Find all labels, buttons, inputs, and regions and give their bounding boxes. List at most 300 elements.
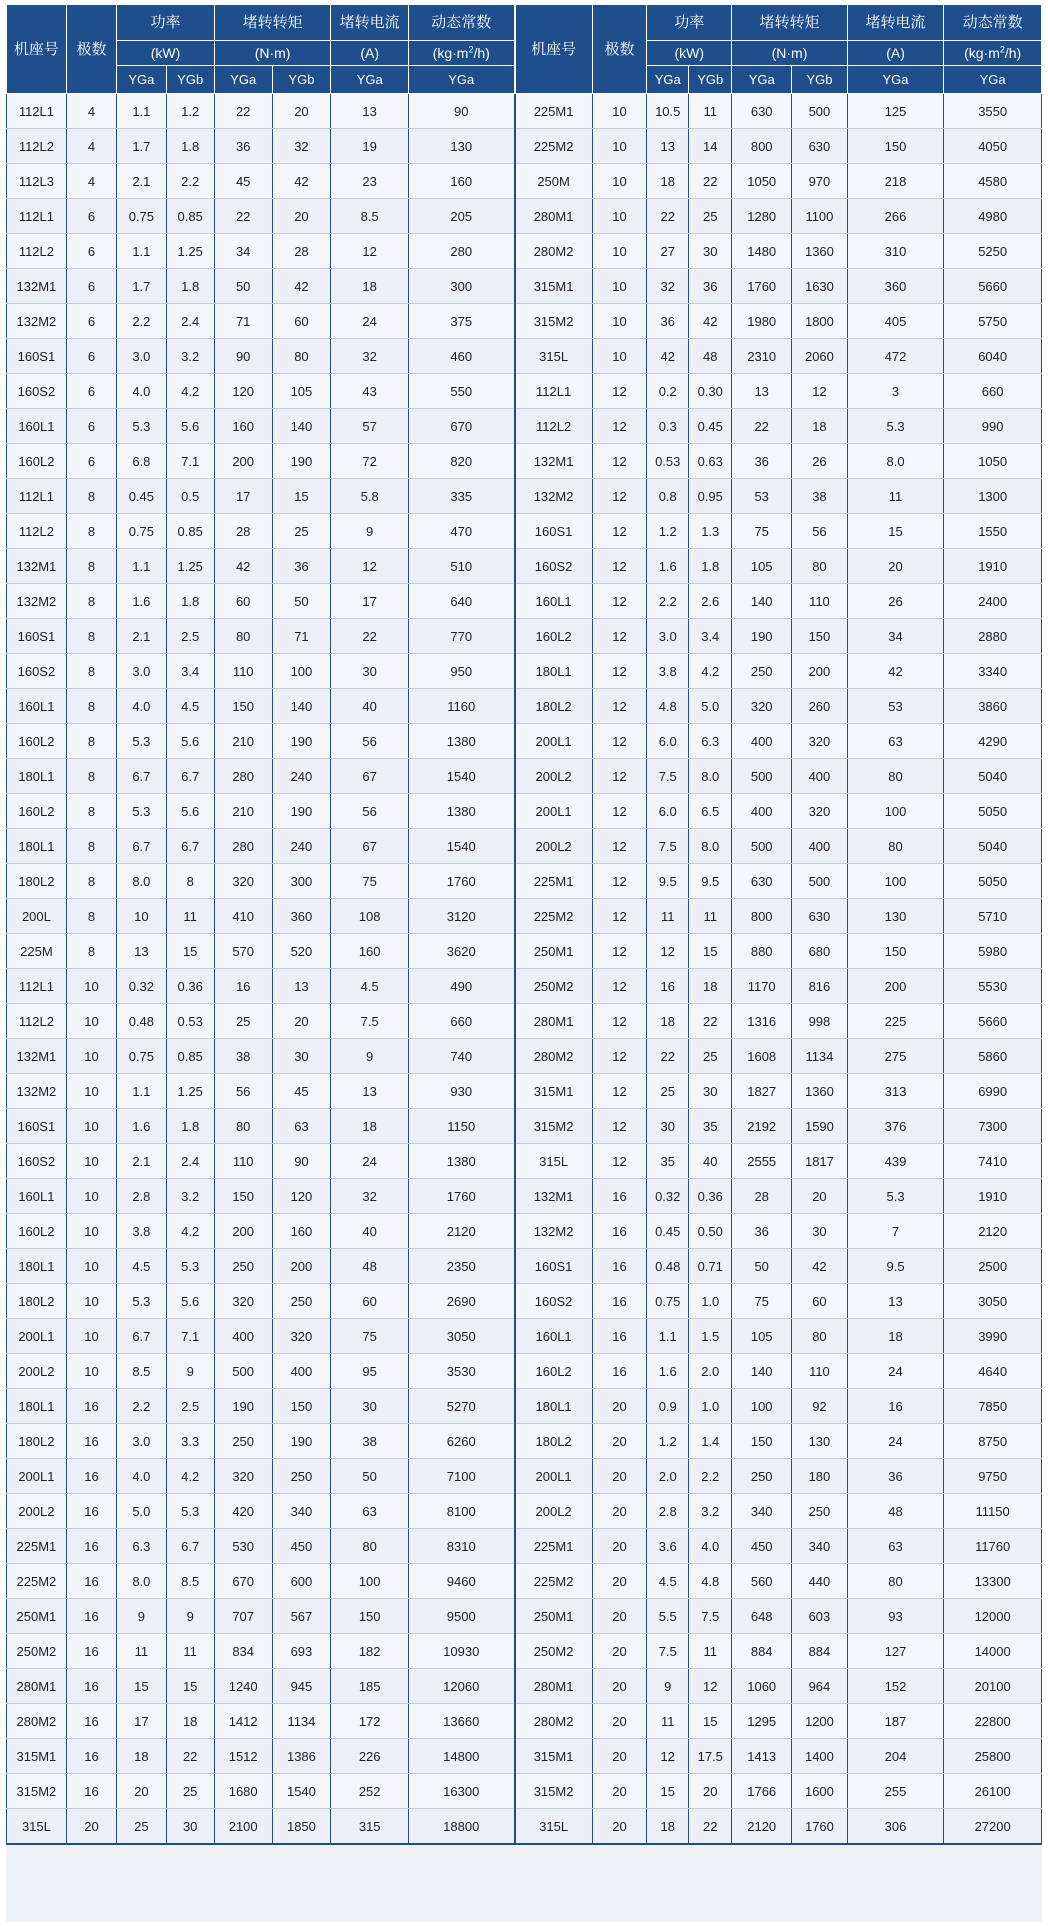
right-current-yga-cell: 48 xyxy=(847,1494,944,1529)
left-torque-yga-cell: 17 xyxy=(214,479,272,514)
right-poles-cell: 10 xyxy=(592,199,647,234)
right-poles-cell: 12 xyxy=(592,934,647,969)
right-power-ygb-cell: 25 xyxy=(689,1039,732,1074)
left-power-ygb-cell: 9 xyxy=(166,1354,214,1389)
left-current-yga-cell: 8.5 xyxy=(331,199,409,234)
table-row xyxy=(7,1214,1042,1249)
right-torque-ygb-cell: 998 xyxy=(792,1004,848,1039)
table-row xyxy=(7,829,1042,864)
right-torque-yga-cell: 2120 xyxy=(732,1809,792,1845)
left-power-ygb-cell: 11 xyxy=(166,1634,214,1669)
left-dynamic-yga-cell: 740 xyxy=(409,1039,515,1074)
right-dynamic-yga-cell: 1050 xyxy=(944,444,1042,479)
right-power-ygb-cell: 1.8 xyxy=(689,549,732,584)
left-frame-cell: 112L2 xyxy=(7,514,67,549)
left-power-yga-cell: 2.1 xyxy=(117,619,166,654)
right-frame-cell: 160L2 xyxy=(515,619,593,654)
right-power-yga-cell: 11 xyxy=(647,899,689,934)
left-dynamic-yga-cell: 950 xyxy=(409,654,515,689)
left-current-yga-cell: 40 xyxy=(331,1214,409,1249)
left-torque-yga-cell: 71 xyxy=(214,304,272,339)
right-torque-yga-cell: 340 xyxy=(732,1494,792,1529)
right-poles-cell: 12 xyxy=(592,969,647,1004)
left-poles-cell: 16 xyxy=(66,1424,116,1459)
left-poles-cell: 6 xyxy=(66,304,116,339)
right-current-yga-cell: 127 xyxy=(847,1634,944,1669)
right-power-yga-cell: 18 xyxy=(647,1809,689,1845)
right-torque-ygb-cell: 56 xyxy=(792,514,848,549)
left-torque-ygb-cell: 1850 xyxy=(272,1809,331,1845)
right-torque-yga-cell: 75 xyxy=(732,514,792,549)
right-torque-ygb-cell: 130 xyxy=(792,1424,848,1459)
right-torque-yga-cell: 22 xyxy=(732,409,792,444)
left-torque-yga-cell: 36 xyxy=(214,129,272,164)
right-frame-cell: 180L1 xyxy=(515,1389,593,1424)
left-dynamic-yga-cell: 205 xyxy=(409,199,515,234)
left-power-ygb-cell: 5.6 xyxy=(166,1284,214,1319)
left-power-yga-cell: 2.8 xyxy=(117,1179,166,1214)
right-poles-cell: 12 xyxy=(592,514,647,549)
right-torque-ygb-cell: 80 xyxy=(792,549,848,584)
col-poles-header-right: 极数 xyxy=(592,5,647,94)
left-poles-cell: 10 xyxy=(66,969,116,1004)
sub-yga-power-right: YGa xyxy=(647,66,689,94)
left-power-ygb-cell: 22 xyxy=(166,1739,214,1774)
right-torque-ygb-cell: 110 xyxy=(792,1354,848,1389)
right-dynamic-yga-cell: 8750 xyxy=(944,1424,1042,1459)
right-torque-yga-cell: 630 xyxy=(732,864,792,899)
right-poles-cell: 20 xyxy=(592,1424,647,1459)
left-power-yga-cell: 1.6 xyxy=(117,1109,166,1144)
left-power-ygb-cell: 0.85 xyxy=(166,199,214,234)
motor-spec-table xyxy=(6,4,1042,1845)
right-torque-ygb-cell: 320 xyxy=(792,794,848,829)
left-dynamic-yga-cell: 5270 xyxy=(409,1389,515,1424)
table-row xyxy=(7,199,1042,234)
left-torque-yga-cell: 834 xyxy=(214,1634,272,1669)
left-power-ygb-cell: 0.5 xyxy=(166,479,214,514)
right-torque-ygb-cell: 30 xyxy=(792,1214,848,1249)
left-power-yga-cell: 0.32 xyxy=(117,969,166,1004)
right-current-yga-cell: 472 xyxy=(847,339,944,374)
right-current-yga-cell: 42 xyxy=(847,654,944,689)
left-current-yga-cell: 95 xyxy=(331,1354,409,1389)
left-frame-cell: 180L2 xyxy=(7,1424,67,1459)
right-torque-ygb-cell: 1590 xyxy=(792,1109,848,1144)
left-torque-ygb-cell: 567 xyxy=(272,1599,331,1634)
spec-sheet xyxy=(6,4,1042,1922)
right-power-yga-cell: 11 xyxy=(647,1704,689,1739)
right-poles-cell: 10 xyxy=(592,339,647,374)
left-dynamic-yga-cell: 1380 xyxy=(409,794,515,829)
right-poles-cell: 12 xyxy=(592,619,647,654)
left-poles-cell: 4 xyxy=(66,129,116,164)
left-current-yga-cell: 63 xyxy=(331,1494,409,1529)
right-power-yga-cell: 7.5 xyxy=(647,829,689,864)
right-frame-cell: 180L2 xyxy=(515,1424,593,1459)
right-torque-ygb-cell: 1817 xyxy=(792,1144,848,1179)
right-frame-cell: 315L xyxy=(515,1809,593,1845)
table-body xyxy=(7,94,1042,1845)
left-torque-yga-cell: 90 xyxy=(214,339,272,374)
right-dynamic-yga-cell: 26100 xyxy=(944,1774,1042,1809)
right-poles-cell: 12 xyxy=(592,654,647,689)
right-power-yga-cell: 15 xyxy=(647,1774,689,1809)
left-torque-yga-cell: 210 xyxy=(214,724,272,759)
left-torque-ygb-cell: 90 xyxy=(272,1144,331,1179)
right-frame-cell: 315M2 xyxy=(515,1109,593,1144)
left-dynamic-yga-cell: 160 xyxy=(409,164,515,199)
right-power-yga-cell: 4.8 xyxy=(647,689,689,724)
col-dynamic-unit xyxy=(409,41,515,66)
right-torque-yga-cell: 150 xyxy=(732,1424,792,1459)
left-power-yga-cell: 1.7 xyxy=(117,269,166,304)
left-power-ygb-cell: 7.1 xyxy=(166,444,214,479)
table-row xyxy=(7,444,1042,479)
left-torque-ygb-cell: 140 xyxy=(272,689,331,724)
table-row xyxy=(7,1109,1042,1144)
right-torque-ygb-cell: 680 xyxy=(792,934,848,969)
left-torque-yga-cell: 22 xyxy=(214,199,272,234)
right-poles-cell: 20 xyxy=(592,1389,647,1424)
left-torque-yga-cell: 150 xyxy=(214,1179,272,1214)
right-dynamic-yga-cell: 22800 xyxy=(944,1704,1042,1739)
right-poles-cell: 20 xyxy=(592,1809,647,1845)
right-frame-cell: 200L1 xyxy=(515,794,593,829)
left-power-yga-cell: 8.0 xyxy=(117,864,166,899)
left-current-yga-cell: 24 xyxy=(331,304,409,339)
sub-ygb-power-right: YGb xyxy=(689,66,732,94)
right-current-yga-cell: 187 xyxy=(847,1704,944,1739)
right-dynamic-yga-cell: 7410 xyxy=(944,1144,1042,1179)
right-power-ygb-cell: 0.63 xyxy=(689,444,732,479)
right-power-ygb-cell: 0.71 xyxy=(689,1249,732,1284)
right-poles-cell: 20 xyxy=(592,1459,647,1494)
left-dynamic-yga-cell: 12060 xyxy=(409,1669,515,1704)
left-power-ygb-cell: 18 xyxy=(166,1704,214,1739)
table-row xyxy=(7,969,1042,1004)
right-power-yga-cell: 42 xyxy=(647,339,689,374)
left-current-yga-cell: 67 xyxy=(331,829,409,864)
left-frame-cell: 180L2 xyxy=(7,864,67,899)
left-dynamic-yga-cell: 660 xyxy=(409,1004,515,1039)
right-power-ygb-cell: 17.5 xyxy=(689,1739,732,1774)
left-frame-cell: 160S1 xyxy=(7,619,67,654)
left-dynamic-yga-cell: 1760 xyxy=(409,864,515,899)
table-row xyxy=(7,409,1042,444)
left-current-yga-cell: 22 xyxy=(331,619,409,654)
left-power-yga-cell: 6.7 xyxy=(117,1319,166,1354)
left-current-yga-cell: 5.8 xyxy=(331,479,409,514)
right-torque-yga-cell: 560 xyxy=(732,1564,792,1599)
right-torque-yga-cell: 2310 xyxy=(732,339,792,374)
right-current-yga-cell: 152 xyxy=(847,1669,944,1704)
left-poles-cell: 8 xyxy=(66,654,116,689)
right-poles-cell: 12 xyxy=(592,829,647,864)
right-dynamic-yga-cell: 5660 xyxy=(944,1004,1042,1039)
right-frame-cell: 315L xyxy=(515,339,593,374)
right-torque-yga-cell: 2555 xyxy=(732,1144,792,1179)
left-current-yga-cell: 67 xyxy=(331,759,409,794)
col-power-unit-right: (kW) xyxy=(647,41,732,66)
left-power-ygb-cell: 1.8 xyxy=(166,584,214,619)
left-current-yga-cell: 12 xyxy=(331,234,409,269)
right-dynamic-yga-cell: 12000 xyxy=(944,1599,1042,1634)
table-row xyxy=(7,1704,1042,1739)
right-current-yga-cell: 63 xyxy=(847,724,944,759)
left-poles-cell: 6 xyxy=(66,269,116,304)
left-torque-ygb-cell: 320 xyxy=(272,1319,331,1354)
left-poles-cell: 8 xyxy=(66,549,116,584)
left-frame-cell: 315L xyxy=(7,1809,67,1845)
table-row xyxy=(7,234,1042,269)
left-frame-cell: 180L1 xyxy=(7,829,67,864)
right-torque-yga-cell: 800 xyxy=(732,129,792,164)
right-frame-cell: 280M1 xyxy=(515,199,593,234)
left-torque-ygb-cell: 200 xyxy=(272,1249,331,1284)
left-frame-cell: 250M2 xyxy=(7,1634,67,1669)
left-torque-ygb-cell: 140 xyxy=(272,409,331,444)
right-power-ygb-cell: 1.3 xyxy=(689,514,732,549)
right-power-ygb-cell: 0.50 xyxy=(689,1214,732,1249)
sub-ygb-torque-right: YGb xyxy=(792,66,848,94)
right-dynamic-yga-cell: 9750 xyxy=(944,1459,1042,1494)
right-torque-ygb-cell: 60 xyxy=(792,1284,848,1319)
right-current-yga-cell: 200 xyxy=(847,969,944,1004)
right-poles-cell: 12 xyxy=(592,1144,647,1179)
right-poles-cell: 12 xyxy=(592,759,647,794)
left-poles-cell: 8 xyxy=(66,829,116,864)
sub-yga-current-right: YGa xyxy=(847,66,944,94)
col-current-unit-right: (A) xyxy=(847,41,944,66)
left-current-yga-cell: 56 xyxy=(331,724,409,759)
right-frame-cell: 250M1 xyxy=(515,934,593,969)
right-poles-cell: 12 xyxy=(592,864,647,899)
right-torque-ygb-cell: 400 xyxy=(792,829,848,864)
left-power-yga-cell: 17 xyxy=(117,1704,166,1739)
dynamic-unit-sup: 2 xyxy=(999,43,1005,54)
right-power-yga-cell: 0.48 xyxy=(647,1249,689,1284)
left-torque-yga-cell: 190 xyxy=(214,1389,272,1424)
table-row xyxy=(7,899,1042,934)
left-torque-yga-cell: 28 xyxy=(214,514,272,549)
right-frame-cell: 160S2 xyxy=(515,1284,593,1319)
col-current-title: 堵转电流 xyxy=(331,5,409,41)
left-power-ygb-cell: 3.2 xyxy=(166,1179,214,1214)
left-torque-ygb-cell: 15 xyxy=(272,479,331,514)
right-frame-cell: 160L1 xyxy=(515,584,593,619)
left-torque-ygb-cell: 71 xyxy=(272,619,331,654)
table-row xyxy=(7,1529,1042,1564)
sub-ygb-power: YGb xyxy=(166,66,214,94)
left-torque-ygb-cell: 360 xyxy=(272,899,331,934)
table-row xyxy=(7,689,1042,724)
left-torque-ygb-cell: 240 xyxy=(272,829,331,864)
right-power-yga-cell: 1.1 xyxy=(647,1319,689,1354)
right-power-ygb-cell: 48 xyxy=(689,339,732,374)
right-power-yga-cell: 36 xyxy=(647,304,689,339)
right-torque-yga-cell: 190 xyxy=(732,619,792,654)
col-frame-header: 机座号 xyxy=(7,5,67,94)
right-current-yga-cell: 275 xyxy=(847,1039,944,1074)
col-frame-header-right: 机座号 xyxy=(515,5,593,94)
left-power-yga-cell: 0.48 xyxy=(117,1004,166,1039)
left-torque-ygb-cell: 63 xyxy=(272,1109,331,1144)
right-power-ygb-cell: 12 xyxy=(689,1669,732,1704)
right-power-yga-cell: 0.75 xyxy=(647,1284,689,1319)
left-dynamic-yga-cell: 670 xyxy=(409,409,515,444)
right-power-ygb-cell: 0.45 xyxy=(689,409,732,444)
right-current-yga-cell: 266 xyxy=(847,199,944,234)
left-frame-cell: 180L1 xyxy=(7,1249,67,1284)
right-torque-ygb-cell: 964 xyxy=(792,1669,848,1704)
right-current-yga-cell: 218 xyxy=(847,164,944,199)
dynamic-unit-a: (kg·m xyxy=(432,44,469,61)
right-power-yga-cell: 3.0 xyxy=(647,619,689,654)
left-torque-yga-cell: 420 xyxy=(214,1494,272,1529)
right-power-ygb-cell: 15 xyxy=(689,1704,732,1739)
dynamic-unit-b: /h) xyxy=(1004,44,1022,61)
right-poles-cell: 16 xyxy=(592,1249,647,1284)
table-row xyxy=(7,304,1042,339)
right-poles-cell: 20 xyxy=(592,1529,647,1564)
right-power-ygb-cell: 2.0 xyxy=(689,1354,732,1389)
col-current-title-right: 堵转电流 xyxy=(847,5,944,41)
right-torque-yga-cell: 140 xyxy=(732,584,792,619)
left-power-ygb-cell: 1.8 xyxy=(166,129,214,164)
right-current-yga-cell: 255 xyxy=(847,1774,944,1809)
left-torque-ygb-cell: 50 xyxy=(272,584,331,619)
right-current-yga-cell: 130 xyxy=(847,899,944,934)
left-power-yga-cell: 4.5 xyxy=(117,1249,166,1284)
right-dynamic-yga-cell: 27200 xyxy=(944,1809,1042,1845)
left-current-yga-cell: 48 xyxy=(331,1249,409,1284)
left-frame-cell: 132M1 xyxy=(7,549,67,584)
right-torque-ygb-cell: 1760 xyxy=(792,1809,848,1845)
left-poles-cell: 16 xyxy=(66,1494,116,1529)
right-frame-cell: 225M1 xyxy=(515,94,593,129)
right-poles-cell: 12 xyxy=(592,444,647,479)
left-torque-ygb-cell: 20 xyxy=(272,199,331,234)
right-current-yga-cell: 306 xyxy=(847,1809,944,1845)
left-dynamic-yga-cell: 1380 xyxy=(409,724,515,759)
left-poles-cell: 20 xyxy=(66,1809,116,1845)
left-current-yga-cell: 60 xyxy=(331,1284,409,1319)
left-dynamic-yga-cell: 510 xyxy=(409,549,515,584)
right-torque-ygb-cell: 20 xyxy=(792,1179,848,1214)
left-dynamic-yga-cell: 1160 xyxy=(409,689,515,724)
right-poles-cell: 16 xyxy=(592,1214,647,1249)
left-power-yga-cell: 4.0 xyxy=(117,374,166,409)
right-power-ygb-cell: 40 xyxy=(689,1144,732,1179)
right-poles-cell: 12 xyxy=(592,549,647,584)
left-current-yga-cell: 108 xyxy=(331,899,409,934)
right-frame-cell: 200L1 xyxy=(515,724,593,759)
table-row xyxy=(7,549,1042,584)
right-poles-cell: 12 xyxy=(592,1004,647,1039)
right-frame-cell: 225M1 xyxy=(515,864,593,899)
left-poles-cell: 16 xyxy=(66,1774,116,1809)
right-power-ygb-cell: 22 xyxy=(689,1809,732,1845)
left-current-yga-cell: 80 xyxy=(331,1529,409,1564)
right-power-yga-cell: 6.0 xyxy=(647,794,689,829)
right-torque-ygb-cell: 38 xyxy=(792,479,848,514)
left-torque-ygb-cell: 13 xyxy=(272,969,331,1004)
right-power-ygb-cell: 9.5 xyxy=(689,864,732,899)
left-power-yga-cell: 3.0 xyxy=(117,654,166,689)
right-frame-cell: 315M2 xyxy=(515,1774,593,1809)
right-current-yga-cell: 5.3 xyxy=(847,409,944,444)
right-power-ygb-cell: 25 xyxy=(689,199,732,234)
right-power-yga-cell: 3.8 xyxy=(647,654,689,689)
right-torque-yga-cell: 28 xyxy=(732,1179,792,1214)
left-dynamic-yga-cell: 490 xyxy=(409,969,515,1004)
right-power-ygb-cell: 14 xyxy=(689,129,732,164)
left-dynamic-yga-cell: 300 xyxy=(409,269,515,304)
table-row xyxy=(7,794,1042,829)
right-dynamic-yga-cell: 5980 xyxy=(944,934,1042,969)
right-current-yga-cell: 24 xyxy=(847,1354,944,1389)
left-current-yga-cell: 30 xyxy=(331,654,409,689)
left-power-yga-cell: 6.3 xyxy=(117,1529,166,1564)
right-power-yga-cell: 5.5 xyxy=(647,1599,689,1634)
left-frame-cell: 160L2 xyxy=(7,1214,67,1249)
right-power-yga-cell: 18 xyxy=(647,1004,689,1039)
left-torque-yga-cell: 25 xyxy=(214,1004,272,1039)
right-power-yga-cell: 0.45 xyxy=(647,1214,689,1249)
left-poles-cell: 16 xyxy=(66,1669,116,1704)
right-dynamic-yga-cell: 5860 xyxy=(944,1039,1042,1074)
right-power-ygb-cell: 30 xyxy=(689,234,732,269)
right-current-yga-cell: 5.3 xyxy=(847,1179,944,1214)
right-current-yga-cell: 3 xyxy=(847,374,944,409)
right-frame-cell: 200L2 xyxy=(515,829,593,864)
left-poles-cell: 10 xyxy=(66,1319,116,1354)
left-current-yga-cell: 4.5 xyxy=(331,969,409,1004)
table-row xyxy=(7,1739,1042,1774)
right-current-yga-cell: 313 xyxy=(847,1074,944,1109)
right-poles-cell: 12 xyxy=(592,409,647,444)
left-torque-yga-cell: 1680 xyxy=(214,1774,272,1809)
left-frame-cell: 160L1 xyxy=(7,1179,67,1214)
left-current-yga-cell: 30 xyxy=(331,1389,409,1424)
left-frame-cell: 160L2 xyxy=(7,444,67,479)
right-current-yga-cell: 376 xyxy=(847,1109,944,1144)
right-frame-cell: 250M xyxy=(515,164,593,199)
left-power-yga-cell: 11 xyxy=(117,1634,166,1669)
left-current-yga-cell: 75 xyxy=(331,1319,409,1354)
left-poles-cell: 10 xyxy=(66,1004,116,1039)
right-current-yga-cell: 80 xyxy=(847,759,944,794)
left-current-yga-cell: 13 xyxy=(331,1074,409,1109)
left-frame-cell: 112L2 xyxy=(7,129,67,164)
left-torque-yga-cell: 160 xyxy=(214,409,272,444)
left-poles-cell: 16 xyxy=(66,1704,116,1739)
left-torque-ygb-cell: 20 xyxy=(272,94,331,129)
left-power-ygb-cell: 1.25 xyxy=(166,234,214,269)
right-poles-cell: 10 xyxy=(592,234,647,269)
right-frame-cell: 225M1 xyxy=(515,1529,593,1564)
right-poles-cell: 12 xyxy=(592,584,647,619)
left-power-yga-cell: 8.5 xyxy=(117,1354,166,1389)
left-torque-yga-cell: 200 xyxy=(214,444,272,479)
table-header xyxy=(7,5,1042,94)
right-poles-cell: 12 xyxy=(592,689,647,724)
left-frame-cell: 160S2 xyxy=(7,654,67,689)
left-power-yga-cell: 3.8 xyxy=(117,1214,166,1249)
right-current-yga-cell: 100 xyxy=(847,794,944,829)
left-current-yga-cell: 32 xyxy=(331,339,409,374)
